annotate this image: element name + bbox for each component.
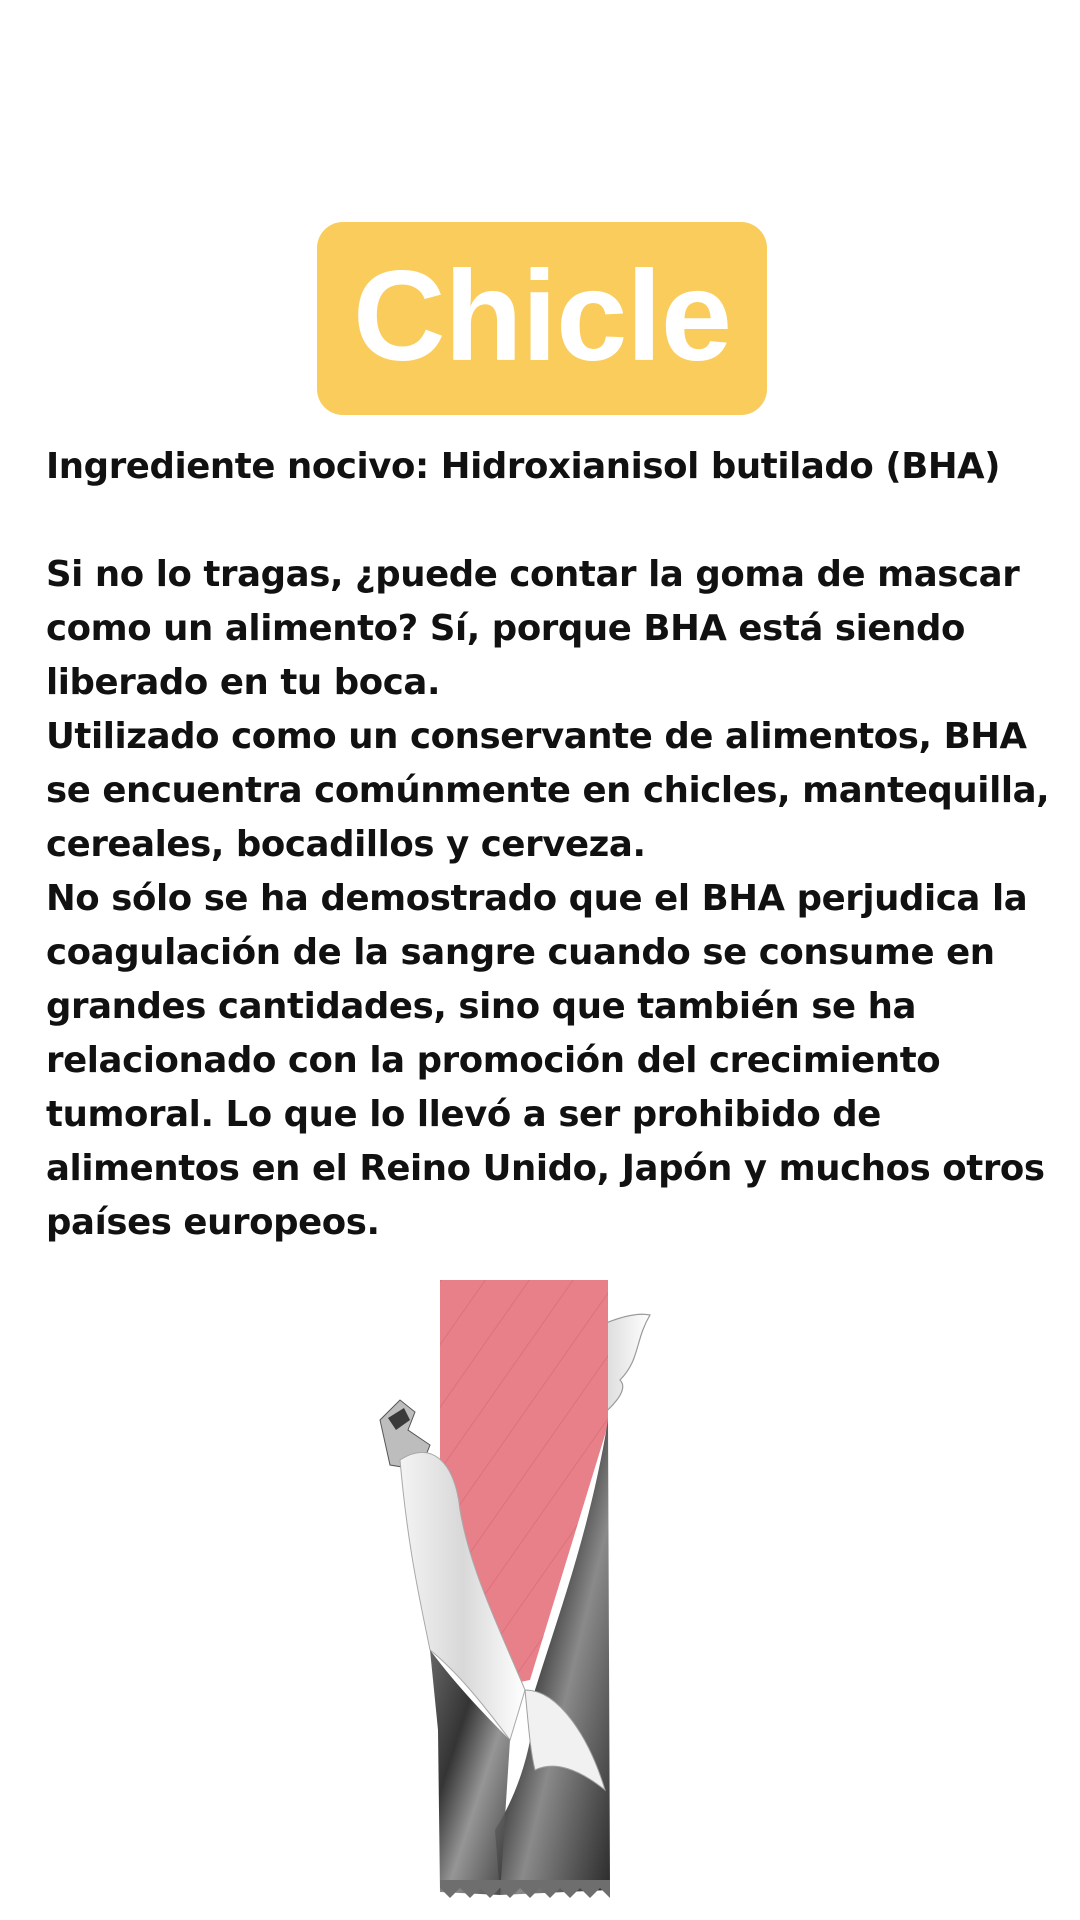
article-line: Utilizado como un conservante de alimentos, BHA: [46, 716, 1027, 757]
article-line: relacionado con la promoción del crecimiento: [46, 1040, 941, 1081]
article-line: países europeos.: [46, 1202, 380, 1243]
chewing-gum-illustration: [360, 1270, 720, 1900]
article-line: se encuentra comúnmente en chicles, mantequilla,: [46, 770, 1050, 811]
article-line: cereales, bocadillos y cerveza.: [46, 824, 646, 865]
article-line: No sólo se ha demostrado que el BHA perjudica la: [46, 878, 1028, 919]
article-line: Si no lo tragas, ¿puede contar la goma de mascar: [46, 554, 1020, 595]
page-title: Chicle: [352, 244, 732, 388]
chewing-gum-icon: [360, 1270, 720, 1900]
article-line: grandes cantidades, sino que también se ha: [46, 986, 917, 1027]
article-line: liberado en tu boca.: [46, 662, 441, 703]
paragraph-gap: [46, 494, 1046, 548]
article-line: como un alimento? Sí, porque BHA está siendo: [46, 608, 965, 649]
article-line: tumoral. Lo que lo llevó a ser prohibido de: [46, 1094, 881, 1135]
article-heading: Ingrediente nocivo: Hidroxianisol butilado (BHA): [46, 446, 1001, 487]
article-body: [46, 440, 1050, 1250]
title-badge: [317, 222, 767, 415]
article-line: coagulación de la sangre cuando se consume en: [46, 932, 995, 973]
article-line: alimentos en el Reino Unido, Japón y muchos otros: [46, 1148, 1045, 1189]
